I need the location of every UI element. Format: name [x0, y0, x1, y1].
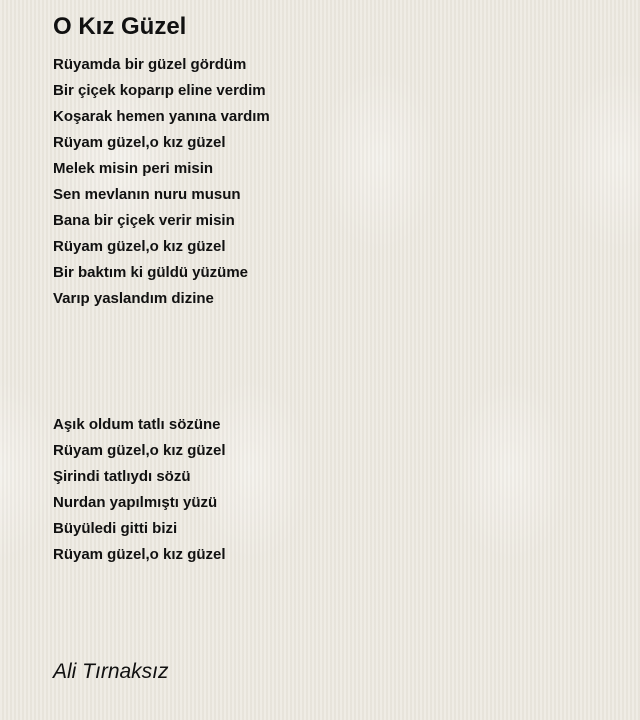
poem-line: Rüyam güzel,o kız güzel — [53, 442, 226, 459]
poem-line: Aşık oldum tatlı sözüne — [53, 416, 221, 433]
poem-line: Bir baktım ki güldü yüzüme — [53, 264, 249, 281]
poem-author: Ali Tırnaksız — [53, 660, 169, 683]
poem-line: Büyüledi gitti bizi — [53, 520, 178, 537]
poem-line: Sen mevlanın nuru musun — [53, 186, 241, 203]
poem-line: Bir çiçek koparıp eline verdim — [53, 82, 266, 99]
stanza-2 — [53, 412, 226, 568]
poem-line: Rüyam güzel,o kız güzel — [53, 238, 226, 255]
poem-title: O Kız Güzel — [53, 13, 187, 40]
poem-line: Rüyam güzel,o kız güzel — [53, 134, 226, 151]
poem-line: Şirindi tatlıydı sözü — [53, 468, 191, 485]
poem-line: Bana bir çiçek verir misin — [53, 212, 235, 229]
poem-line: Koşarak hemen yanına vardım — [53, 108, 270, 125]
poem-line: Melek misin peri misin — [53, 160, 214, 177]
stanza-1 — [53, 52, 270, 312]
poem-line: Rüyamda bir güzel gördüm — [53, 56, 247, 73]
poem-line: Rüyam güzel,o kız güzel — [53, 546, 226, 563]
poem-line: Varıp yaslandım dizine — [53, 290, 214, 307]
poem-line: Nurdan yapılmıştı yüzü — [53, 494, 218, 511]
